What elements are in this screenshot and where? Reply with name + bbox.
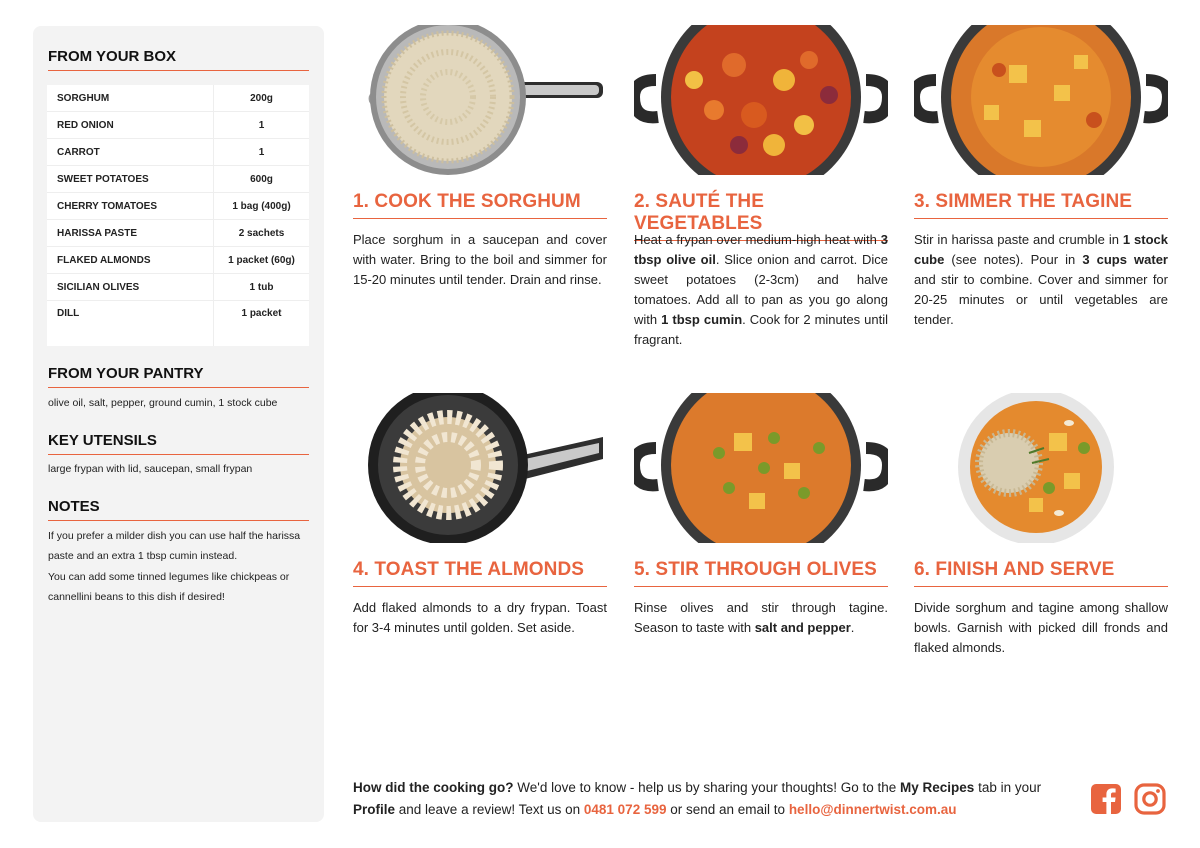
footer-text-1: We'd love to know - help us by sharing your thoughts! Go to the — [513, 780, 901, 795]
frypan-vegetables-photo — [634, 25, 888, 175]
olives-tagine-photo — [634, 393, 888, 543]
step-text-bold: 1 stock cube — [914, 232, 1168, 267]
ingredient-name: FLAKED ALMONDS — [47, 247, 214, 274]
step-5-text — [634, 598, 888, 638]
ingredient-quantity: 1 — [214, 112, 310, 139]
tagine-simmer-photo — [914, 25, 1168, 175]
footer-question: How did the cooking go? — [353, 780, 514, 795]
toasted-almonds-photo — [353, 393, 607, 543]
ingredient-row — [47, 112, 309, 139]
step-5-title: 5. STIR THROUGH OLIVES — [634, 559, 888, 587]
ingredient-quantity: 200g — [214, 85, 310, 112]
footer-text-4: or send an email to — [666, 802, 789, 817]
step-5 — [634, 393, 888, 635]
ingredient-name: SWEET POTATOES — [47, 166, 214, 193]
ingredient-name: SORGHUM — [47, 85, 214, 112]
key-utensils-title: KEY UTENSILS — [48, 432, 309, 455]
ingredient-quantity: 1 bag (400g) — [214, 193, 310, 220]
step-text-segment: . Slice onion and carrot. Dice sweet potatoes (2-3cm) and halve tomatoes. Add all to pan as you go along with — [634, 252, 888, 327]
plated-tagine-photo — [914, 393, 1168, 543]
facebook-icon[interactable] — [1090, 783, 1122, 815]
step-text-bold: 1 tbsp cumin — [661, 312, 743, 327]
ingredient-quantity: 1 — [214, 139, 310, 166]
step-text-bold: 3 cups water — [1082, 252, 1168, 267]
step-6-title: 6. FINISH AND SERVE — [914, 559, 1168, 587]
step-text-segment: . — [850, 620, 855, 635]
step-4-title: 4. TOAST THE ALMONDS — [353, 559, 607, 587]
profile-link[interactable]: Profile — [353, 802, 396, 817]
ingredient-row — [47, 166, 309, 193]
step-text-segment: Stir in harissa paste and crumble in — [914, 232, 1123, 247]
ingredient-name: CARROT — [47, 139, 214, 166]
ingredient-name: RED ONION — [47, 112, 214, 139]
my-recipes-link[interactable]: My Recipes — [900, 780, 975, 795]
saucepan-sorghum-photo — [353, 25, 607, 175]
step-text-bold: 3 tbsp olive oil — [634, 232, 888, 267]
step-1 — [353, 25, 607, 287]
ingredient-name: CHERRY TOMATOES — [47, 193, 214, 220]
step-4-text — [353, 598, 607, 638]
step-text-segment: Heat a frypan over medium-high heat with — [634, 232, 881, 247]
ingredient-name: DILL — [57, 308, 80, 319]
ingredients-table — [47, 85, 309, 346]
email-link[interactable]: hello@dinnertwist.com.au — [788, 802, 957, 817]
from-your-box-title: FROM YOUR BOX — [48, 48, 309, 71]
step-text-segment: and stir to combine. Cover and simmer for 20-25 minutes or until vegetables are tender. — [914, 272, 1168, 327]
ingredient-row — [47, 247, 309, 274]
step-3-title: 3. SIMMER THE TAGINE — [914, 191, 1168, 219]
instagram-icon[interactable] — [1134, 783, 1166, 815]
note-1: If you prefer a milder dish you can use half the harissa paste and an extra 1 tbsp cumin instead. — [48, 530, 301, 562]
ingredient-quantity: 1 tub — [214, 274, 310, 301]
ingredient-quantity: 2 sachets — [214, 220, 310, 247]
step-2-text — [634, 230, 888, 350]
ingredient-row — [47, 139, 309, 166]
step-text-segment: Rinse olives and stir through tagine. Season to taste with — [634, 600, 888, 635]
step-text-segment: Place sorghum in a saucepan and cover with water. Bring to the boil and simmer for 15-20 minutes until tender. Drain and rinse. — [353, 232, 607, 287]
step-text-segment: Divide sorghum and tagine among shallow bowls. Garnish with picked dill fronds and flaked almonds. — [914, 600, 1168, 655]
ingredient-name: HARISSA PASTE — [47, 220, 214, 247]
phone-number[interactable]: 0481 072 599 — [583, 802, 667, 817]
step-text-bold: salt and pepper — [754, 620, 851, 635]
from-your-pantry-title: FROM YOUR PANTRY — [48, 365, 309, 388]
ingredient-row — [47, 85, 309, 112]
step-4 — [353, 393, 607, 635]
ingredient-row — [47, 193, 309, 220]
step-2 — [634, 25, 888, 347]
notes-text — [48, 526, 310, 608]
note-2: You can add some tinned legumes like chickpeas or cannellini beans to this dish if desired! — [48, 571, 290, 603]
step-text-segment: (see notes). Pour in — [944, 252, 1083, 267]
footer-text-3: and leave a review! Text us on — [395, 802, 584, 817]
step-3 — [914, 25, 1168, 327]
step-text-segment: Add flaked almonds to a dry frypan. Toast for 3-4 minutes until golden. Set aside. — [353, 600, 607, 635]
ingredient-row — [47, 220, 309, 247]
step-6 — [914, 393, 1168, 655]
ingredient-quantity: 600g — [214, 166, 310, 193]
utensils-text: large frypan with lid, saucepan, small frypan — [48, 463, 253, 475]
footer-text-2: tab in your — [974, 780, 1042, 795]
ingredients-sidebar — [33, 26, 324, 822]
pantry-text: olive oil, salt, pepper, ground cumin, 1 stock cube — [48, 397, 278, 409]
step-6-text — [914, 598, 1168, 658]
feedback-footer — [353, 777, 1073, 821]
step-1-title: 1. COOK THE SORGHUM — [353, 191, 607, 219]
step-2-title: 2. SAUTÉ THE VEGETABLES — [634, 191, 888, 241]
ingredient-quantity: 1 packet — [214, 301, 310, 347]
step-1-text — [353, 230, 607, 290]
ingredient-name: SICILIAN OLIVES — [47, 274, 214, 301]
notes-title: NOTES — [48, 498, 309, 521]
step-text-segment: . Cook for 2 minutes until fragrant. — [634, 312, 888, 347]
ingredient-quantity: 1 packet (60g) — [214, 247, 310, 274]
step-3-text — [914, 230, 1168, 330]
ingredient-row — [47, 301, 309, 347]
ingredient-row — [47, 274, 309, 301]
